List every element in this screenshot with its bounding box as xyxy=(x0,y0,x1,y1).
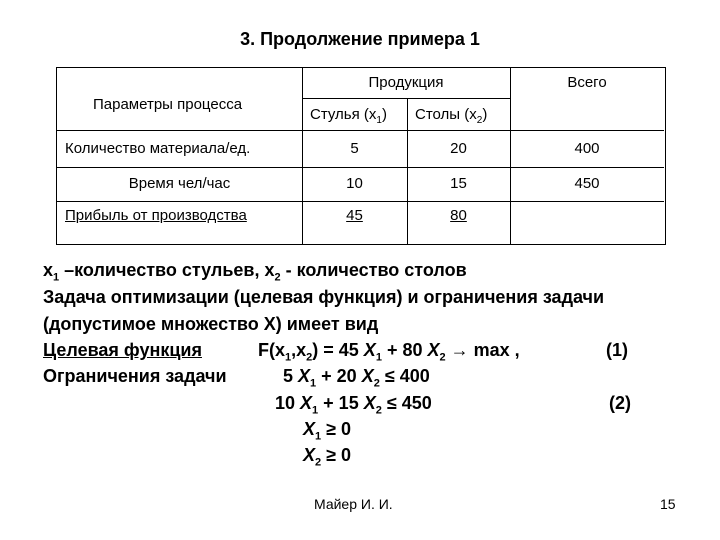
table-hline-row1 xyxy=(57,167,664,168)
obj-plus: + 80 xyxy=(381,340,428,360)
c1-coef: 5 xyxy=(283,366,299,386)
header-production: Продукция xyxy=(368,74,444,91)
c1-x1-sub: 1 xyxy=(310,377,317,390)
header-total: Всего xyxy=(567,74,607,91)
row-2-label: Время чел/час xyxy=(128,175,231,192)
header-tables-prefix: Столы (x xyxy=(415,106,477,123)
var-x1-sub: 1 xyxy=(53,271,60,284)
c2-mid: + 15 xyxy=(318,393,364,413)
row-3-chairs: 45 xyxy=(346,207,363,224)
table-hline-row2 xyxy=(57,201,664,202)
task-description-line-1: Задача оптимизации (целевая функция) и ограничения задачи xyxy=(43,287,605,307)
constraints-label: Ограничения задачи xyxy=(43,366,227,386)
obj-x2: X xyxy=(427,340,440,360)
row-2-total: 450 xyxy=(574,175,600,192)
row-2-chairs: 10 xyxy=(346,175,363,192)
constraint-3 xyxy=(303,419,351,443)
obj-sub-1: 1 xyxy=(285,351,292,364)
row-1-tables: 20 xyxy=(450,140,467,157)
var-x2-sub: 2 xyxy=(274,271,281,284)
c4-end: ≥ 0 xyxy=(321,445,352,465)
obj-f-open: F(x xyxy=(258,340,285,360)
equation-number-2: (2) xyxy=(609,393,631,413)
constraint-1 xyxy=(283,366,430,390)
header-chairs-close: ) xyxy=(381,106,387,123)
c2-x2-sub: 2 xyxy=(375,404,382,417)
obj-comma: ,x xyxy=(291,340,307,360)
header-tables-close: ) xyxy=(482,106,488,123)
task-description-line-2: (допустимое множество X) имеет вид xyxy=(43,314,379,334)
header-tables-sub: 2 xyxy=(476,115,483,126)
c2-coef: 10 xyxy=(275,393,301,413)
obj-sub-2: 2 xyxy=(306,351,313,364)
obj-x1-sub: 1 xyxy=(375,351,382,364)
var-definition-end: - количество столов xyxy=(280,260,467,280)
obj-x1: X xyxy=(363,340,376,360)
row-2-tables: 15 xyxy=(450,175,467,192)
obj-arrow: → max , xyxy=(445,340,520,360)
c3-end: ≥ 0 xyxy=(321,419,352,439)
c1-x2-sub: 2 xyxy=(373,377,380,390)
c1-mid: + 20 xyxy=(316,366,362,386)
author: Майер И. И. xyxy=(314,496,393,512)
variables-definition xyxy=(43,260,467,284)
constraint-2 xyxy=(275,393,432,417)
header-chairs-sub: 1 xyxy=(376,115,382,126)
row-1-chairs: 5 xyxy=(350,140,359,157)
table-hline-header xyxy=(57,130,664,131)
c1-x2: X xyxy=(361,366,374,386)
var-x1: x xyxy=(43,260,54,280)
header-tables xyxy=(415,106,487,126)
c3-x: X xyxy=(303,419,316,439)
c3-sub: 1 xyxy=(315,430,322,443)
constraint-4 xyxy=(303,445,351,469)
c2-x2: X xyxy=(363,393,376,413)
c1-x1: X xyxy=(298,366,311,386)
c1-end: ≤ 400 xyxy=(379,366,430,386)
row-3-label: Прибыль от производства xyxy=(65,207,247,224)
page-number: 15 xyxy=(660,496,676,512)
row-3-tables: 80 xyxy=(450,207,467,224)
parameters-table xyxy=(56,67,666,245)
slide-title: 3. Продолжение примера 1 xyxy=(240,29,480,49)
obj-f-close: ) = 45 xyxy=(312,340,364,360)
header-chairs xyxy=(310,106,387,126)
c2-x1-sub: 1 xyxy=(312,404,319,417)
c4-x: X xyxy=(303,445,316,465)
c2-end: ≤ 450 xyxy=(381,393,432,413)
equation-number-1: (1) xyxy=(606,340,628,360)
c2-x1: X xyxy=(300,393,313,413)
row-1-label: Количество материала/ед. xyxy=(65,140,251,157)
row-1-total: 400 xyxy=(574,140,600,157)
objective-formula xyxy=(258,340,520,364)
var-definition-mid: –количество стульев, x xyxy=(59,260,275,280)
obj-x2-sub: 2 xyxy=(439,351,446,364)
header-params: Параметры процесса xyxy=(93,96,243,113)
c4-sub: 2 xyxy=(315,456,322,469)
table-hline-production xyxy=(302,98,510,99)
header-chairs-prefix: Стулья (x xyxy=(310,106,377,123)
objective-label: Целевая функция xyxy=(43,340,202,360)
